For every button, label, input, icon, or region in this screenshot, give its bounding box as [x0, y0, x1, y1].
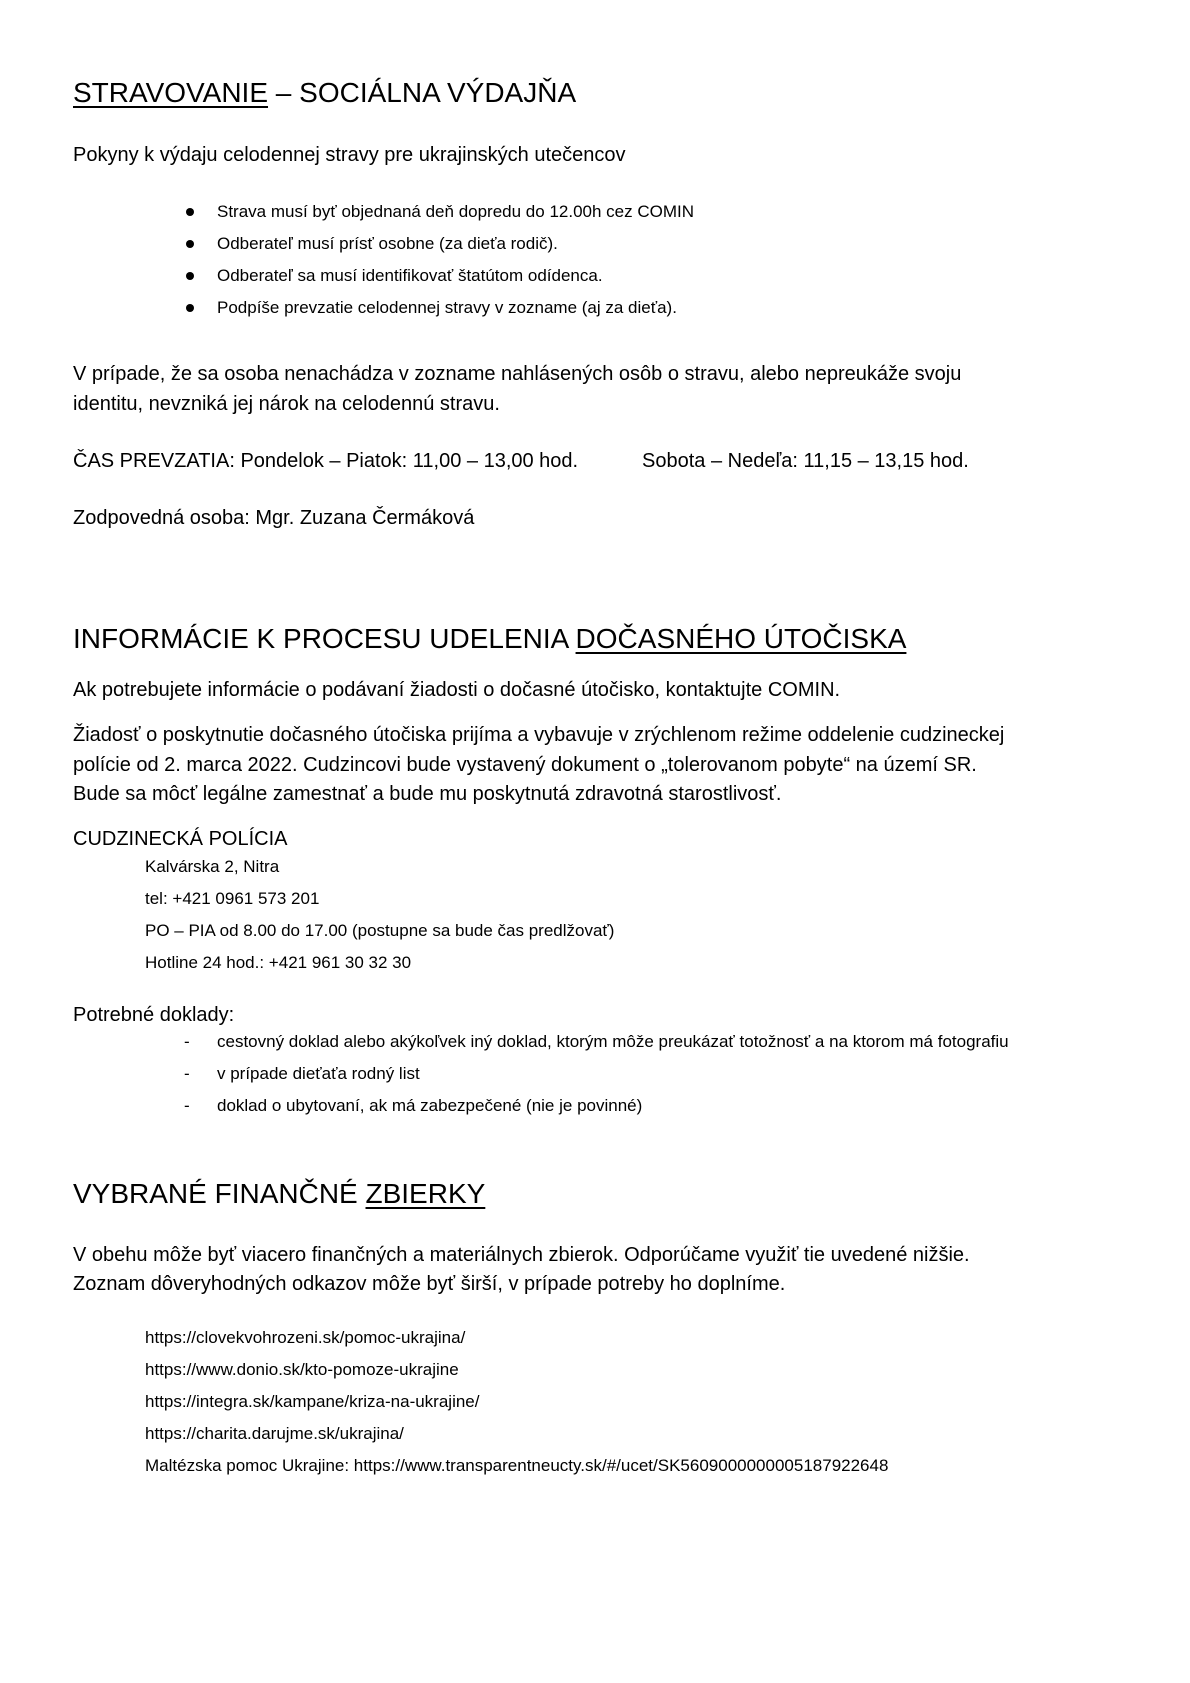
dash-marker: - — [184, 1032, 190, 1051]
section1-note-line1: V prípade, že sa osoba nenachádza v zozname nahlásených osôb o stravu, alebo nepreukáže svoju — [73, 363, 962, 385]
section1-responsible: Zodpovedná osoba: Mgr. Zuzana Čermáková — [73, 507, 475, 529]
link-maltezska[interactable]: Maltézska pomoc Ukrajine: https://www.transparentneucty.sk/#/ucet/SK5609000000005187922648 — [145, 1456, 889, 1475]
list-item — [217, 232, 694, 264]
list-item-text: doklad o ubytovaní, ak má zabezpečené (nie je povinné) — [217, 1096, 643, 1115]
list-item — [184, 1094, 1009, 1126]
section2-title-underlined: DOČASNÉHO ÚTOČISKA — [575, 623, 907, 654]
list-item-text: Odberateľ musí prísť osobne (za dieťa rodič). — [217, 234, 558, 253]
section3-para-line2: Zoznam dôveryhodných odkazov môže byť širší, v prípade potreby ho doplníme. — [73, 1273, 786, 1295]
section3-title-rest: VYBRANÉ FINANČNÉ — [73, 1178, 366, 1209]
police-tel: tel: +421 0961 573 201 — [145, 889, 320, 908]
section1-time-weekend: Sobota – Nedeľa: 11,15 – 13,15 hod. — [642, 450, 969, 472]
list-item — [217, 200, 694, 232]
bullet-icon — [186, 208, 194, 216]
link-integra[interactable]: https://integra.sk/kampane/kriza-na-ukrajine/ — [145, 1392, 480, 1411]
bullet-icon — [186, 240, 194, 248]
section2-contact-note: Ak potrebujete informácie o podávaní žiadosti o dočasné útočisko, kontaktujte COMIN. — [73, 679, 841, 701]
section2-para-line1: Žiadosť o poskytnutie dočasného útočiska prijíma a vybavuje v zrýchlenom režime oddelenie cudzineckej — [73, 724, 1005, 746]
section1-intro: Pokyny k výdaju celodennej stravy pre ukrajinských utečencov — [73, 144, 626, 166]
dash-marker: - — [184, 1064, 190, 1083]
section1-title-rest: – SOCIÁLNA VÝDAJŇA — [268, 77, 577, 108]
police-address: Kalvárska 2, Nitra — [145, 857, 280, 876]
section1-note-line2: identitu, nevzniká jej nárok na celodennú stravu. — [73, 393, 500, 415]
section2-para-line3: Bude sa môcť legálne zamestnať a bude mu poskytnutá zdravotná starostlivosť. — [73, 783, 782, 805]
bullet-icon — [186, 304, 194, 312]
list-item — [184, 1062, 1009, 1094]
docs-list — [184, 1030, 1009, 1126]
docs-title: Potrebné doklady: — [73, 1004, 235, 1026]
list-item — [217, 296, 694, 328]
link-charita[interactable]: https://charita.darujme.sk/ukrajina/ — [145, 1424, 404, 1443]
section3-para-line1: V obehu môže byť viacero finančných a materiálnych zbierok. Odporúčame využiť tie uvedené nižšie. — [73, 1244, 970, 1266]
section2-title-rest: INFORMÁCIE K PROCESU UDELENIA — [73, 623, 576, 654]
list-item-text: Podpíše prevzatie celodennej stravy v zozname (aj za dieťa). — [217, 298, 677, 317]
section1-title-underlined: STRAVOVANIE — [73, 77, 269, 108]
police-hotline: Hotline 24 hod.: +421 961 30 32 30 — [145, 953, 412, 972]
section3-title-underlined: ZBIERKY — [365, 1178, 486, 1209]
police-hours: PO – PIA od 8.00 do 17.00 (postupne sa bude čas predlžovať) — [145, 921, 615, 940]
section1-title — [73, 76, 576, 110]
list-item-text: Odberateľ sa musí identifikovať štatútom odídenca. — [217, 266, 603, 285]
list-item-text: v prípade dieťaťa rodný list — [217, 1064, 420, 1083]
section1-time-weekdays: ČAS PREVZATIA: Pondelok – Piatok: 11,00 – 13,00 hod. — [73, 450, 579, 472]
section2-para-line2: polície od 2. marca 2022. Cudzincovi bude vystavený dokument o „tolerovanom pobyte“ na území SR. — [73, 754, 977, 776]
bullet-icon — [186, 272, 194, 280]
dash-marker: - — [184, 1096, 190, 1115]
link-clovekvohrozeni[interactable]: https://clovekvohrozeni.sk/pomoc-ukrajina/ — [145, 1328, 466, 1347]
police-title: CUDZINECKÁ POLÍCIA — [73, 828, 288, 850]
section2-title — [73, 622, 906, 656]
section3-title — [73, 1177, 485, 1211]
list-item — [217, 264, 694, 296]
link-donio[interactable]: https://www.donio.sk/kto-pomoze-ukrajine — [145, 1360, 459, 1379]
list-item-text: cestovný doklad alebo akýkoľvek iný doklad, ktorým môže preukázať totožnosť a na ktorom má fotografiu — [217, 1032, 1009, 1051]
list-item-text: Strava musí byť objednaná deň dopredu do 12.00h cez COMIN — [217, 202, 694, 221]
list-item — [184, 1030, 1009, 1062]
section1-bullet-list — [217, 200, 694, 328]
